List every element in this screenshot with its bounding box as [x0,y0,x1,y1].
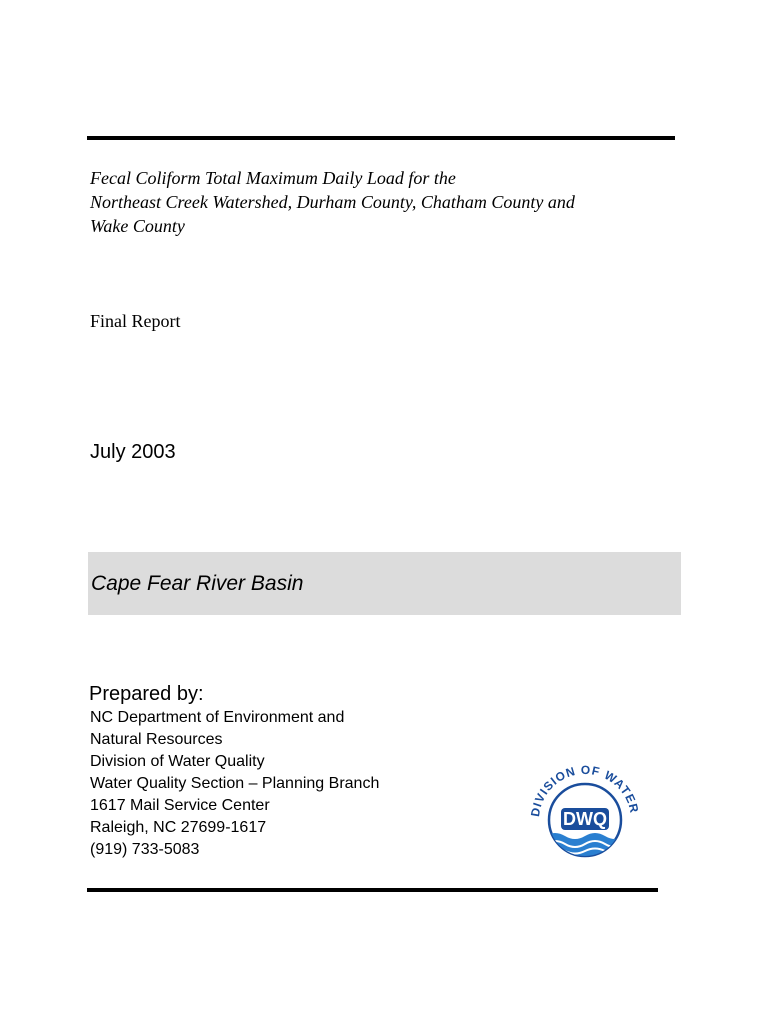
address-line: Raleigh, NC 27699-1617 [90,819,267,836]
address-line: (919) 733-5083 [90,841,200,858]
top-rule [87,136,675,140]
address-line: Natural Resources [90,731,223,748]
title-line-3: Wake County [90,216,185,236]
dwq-logo-svg [525,758,645,878]
address-line: Water Quality Section – Planning Branch [90,775,380,792]
document-title [90,166,690,238]
logo-center-text: DWQ [563,809,607,829]
address-line: NC Department of Environment and [90,709,345,726]
title-line-1: Fecal Coliform Total Maximum Daily Load for the [90,168,456,188]
dwq-logo-icon [525,758,645,878]
basin-banner [88,552,681,615]
basin-name: Cape Fear River Basin [91,572,304,595]
report-type: Final Report [90,311,181,331]
title-line-2: Northeast Creek Watershed, Durham County, Chatham County and [90,192,575,212]
logo-ring-text: DIVISION OF WATER [527,762,642,818]
address-line: Division of Water Quality [90,753,265,770]
prepared-by-heading: Prepared by: [89,683,204,705]
report-date: July 2003 [90,441,176,463]
address-line: 1617 Mail Service Center [90,797,270,814]
bottom-rule [87,888,658,892]
preparer-address [90,707,379,861]
